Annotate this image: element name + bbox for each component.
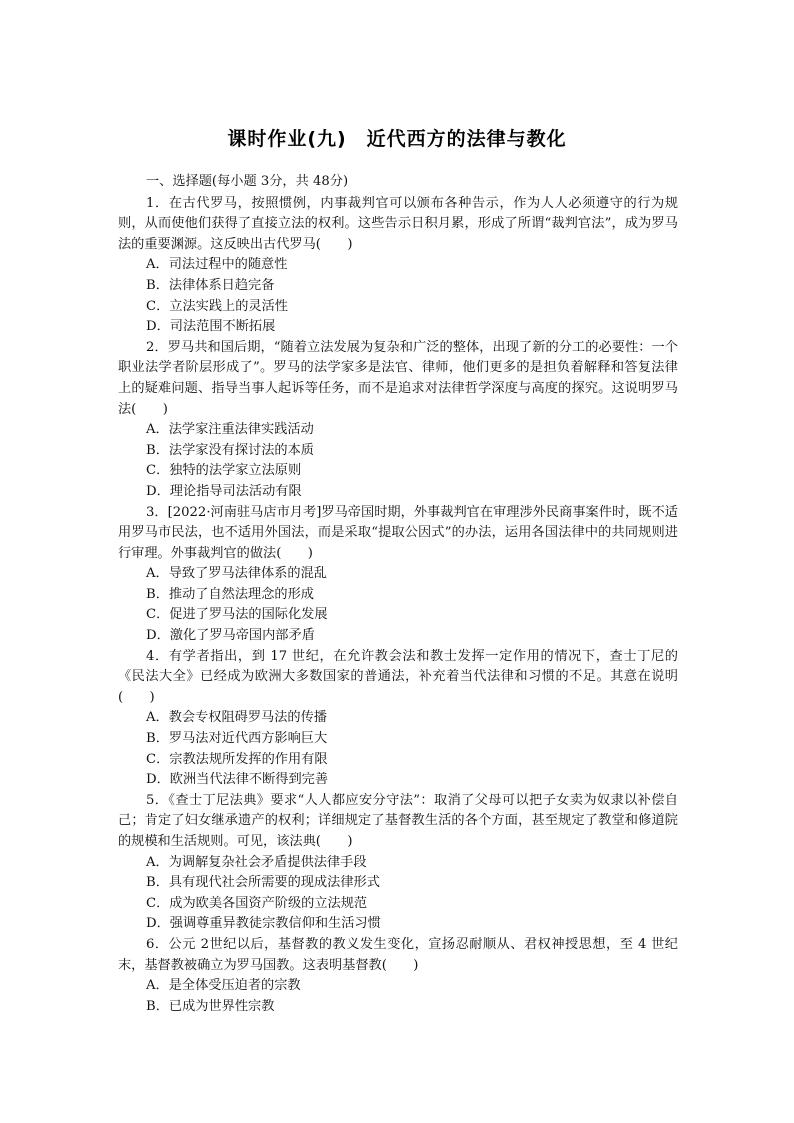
option-c: C．宗教法规所发挥的作用有限 bbox=[146, 751, 328, 767]
page-title: 课时作业(九) 近代西方的法律与教化 bbox=[227, 128, 567, 150]
question-block bbox=[118, 647, 678, 791]
option-a: A．司法过程中的随意性 bbox=[146, 257, 288, 273]
question-block bbox=[118, 194, 678, 338]
option-b: B．法律体系日趋完备 bbox=[146, 277, 275, 293]
option-c: C．立法实践上的灵活性 bbox=[146, 298, 288, 314]
option-d: D．司法范围不断拓展 bbox=[146, 319, 276, 335]
option-a: A．是全体受压迫者的宗教 bbox=[146, 978, 301, 994]
question-stem: 1．在古代罗马，按照惯例，内事裁判官可以颁布各种告示，作为人人必须遵守的行为规则，从而使他们获得了直接立法的权利。这些告示日积月累，形成了所谓“裁判官法”，成为罗马法的重要渊源。这反映出古代罗马( ) bbox=[118, 195, 678, 252]
option-b: B．法学家没有探讨法的本质 bbox=[146, 442, 314, 458]
question-block bbox=[118, 791, 678, 935]
option-a: A．导致了罗马法律体系的混乱 bbox=[146, 566, 327, 582]
option-b: B．罗马法对近代西方影响巨大 bbox=[146, 731, 328, 747]
option-b: B．已成为世界性宗教 bbox=[146, 998, 275, 1014]
option-c: C．独特的法学家立法原则 bbox=[146, 463, 302, 479]
question-block bbox=[118, 338, 678, 503]
question-stem: 4．有学者指出，到 17 世纪，在允许教会法和教士发挥一定作用的情况下，查士丁尼的《民法大全》已经成为欧洲大多数国家的普通法，补充着当代法律和习惯的不足。其意在说明( ) bbox=[118, 648, 678, 705]
option-c: C．促进了罗马法的国际化发展 bbox=[146, 607, 328, 623]
option-d: D．理论指导司法活动有限 bbox=[146, 483, 302, 499]
question-block bbox=[118, 935, 678, 1017]
option-c: C．成为欧美各国资产阶级的立法规范 bbox=[146, 895, 368, 911]
question-stem: 6．公元 2世纪以后，基督教的教义发生变化，宣扬忍耐顺从、君权神授思想，至 4 世纪末，基督教被确立为罗马国教。这表明基督教( ) bbox=[118, 936, 678, 973]
option-d: D．激化了罗马帝国内部矛盾 bbox=[146, 628, 315, 644]
option-a: A．教会专权阻碍罗马法的传播 bbox=[146, 710, 327, 726]
option-a: A．法学家注重法律实践活动 bbox=[146, 422, 314, 438]
question-stem: 5．《查士丁尼法典》要求“人人都应安分守法”：取消了父母可以把子女卖为奴隶以补偿自己；肯定了妇女继承遗产的权利；详细规定了基督教生活的各个方面，甚至规定了教堂和修道院的规模和生活规则。可见，该法典( ) bbox=[118, 792, 678, 849]
option-b: B．具有现代社会所需要的现成法律形式 bbox=[146, 875, 380, 891]
option-b: B．推动了自然法理念的形成 bbox=[146, 586, 314, 602]
question-stem: 3．[2022·河南驻马店市月考]罗马帝国时期，外事裁判官在审理涉外民商事案件时，既不适用罗马市民法，也不适用外国法，而是采取“提取公因式”的办法，运用各国法律中的共同规则进行审理。外事裁判官的做法( ) bbox=[118, 504, 678, 561]
question-block bbox=[118, 503, 678, 647]
section-heading: 一、选择题(每小题 3分，共 48分) bbox=[146, 174, 349, 189]
option-d: D．欧洲当代法律不断得到完善 bbox=[146, 772, 329, 788]
option-a: A．为调解复杂社会矛盾提供法律手段 bbox=[146, 854, 367, 870]
document-body bbox=[118, 172, 678, 1017]
option-d: D．强调尊重异教徒宗教信仰和生活习惯 bbox=[146, 916, 381, 932]
question-stem: 2．罗马共和国后期，“随着立法发展为复杂和广泛的整体，出现了新的分工的必要性：一个职业法学者阶层形成了”。罗马的法学家多是法官、律师，他们更多的是担负着解释和答复法律上的疑难问题、指导当事人起诉等任务，而不是追求对法律哲学深度与高度的探究。这说明罗马法( ) bbox=[118, 339, 678, 417]
